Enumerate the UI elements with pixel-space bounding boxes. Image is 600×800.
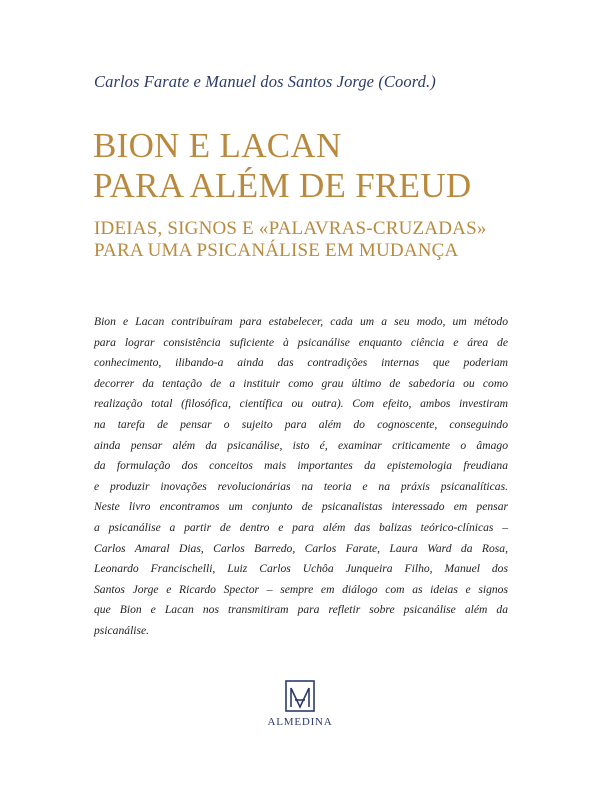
synopsis-line: da formulação dos conceitos mais importantes da epistemologia freudiana (94, 459, 508, 473)
synopsis-line: a psicanálise a partir de dentro e para além das balizas teórico-clínicas – (94, 520, 508, 534)
synopsis-line: ainda pensar além da psicanálise, isto é, examinar criticamente o âmago (94, 438, 508, 452)
synopsis-line: Carlos Amaral Dias, Carlos Barredo, Carlos Farate, Laura Ward da Rosa, (94, 541, 508, 555)
subtitle-line-1: IDEIAS, SIGNOS E «PALAVRAS-CRUZADAS» (94, 218, 487, 239)
book-title (93, 126, 472, 206)
synopsis-line: que Bion e Lacan nos transmitiram para refletir sobre psicanálise além da (94, 603, 508, 617)
synopsis-line: decorrer da tentação de a instituir como grau último de sabedoria ou como (94, 376, 508, 390)
synopsis-line: Bion e Lacan contribuíram para estabelecer, cada um a seu modo, um método (94, 315, 508, 328)
publisher-logo (266, 680, 334, 728)
book-subtitle (94, 218, 487, 262)
almedina-logo-icon (285, 680, 315, 712)
synopsis-line: Leonardo Francischelli, Luiz Carlos Uchôa Junqueira Filho, Manuel dos (94, 562, 508, 576)
synopsis-line: Neste livro encontramos um conjunto de psicanalistas interessado em pensar (94, 500, 508, 514)
synopsis-line: para lograr consistência suficiente à psicanálise enquanto ciência e área de (94, 335, 508, 349)
synopsis-line: realização total (filosófica, científica ou outra). Com efeito, ambos investiram (94, 397, 508, 411)
publisher-name: ALMEDINA (267, 716, 333, 728)
subtitle-line-2: PARA UMA PSICANÁLISE EM MUDANÇA (94, 240, 459, 261)
synopsis-line: conhecimento, ilibando-a ainda das contradições internas que poderiam (94, 356, 508, 370)
synopsis-line: e produzir inovações revolucionárias na teoria e na práxis psicanalíticas. (94, 479, 508, 493)
synopsis-line: psicanálise. (94, 623, 150, 637)
title-line-2: PARA ALÉM DE FREUD (93, 166, 472, 205)
synopsis-line: Santos Jorge e Ricardo Spector – sempre em diálogo com as ideias e signos (94, 582, 508, 596)
title-line-1: BION E LACAN (93, 126, 342, 165)
authors-line: Carlos Farate e Manuel dos Santos Jorge (Coord.) (94, 72, 436, 91)
synopsis-line: na tarefa de pensar o sujeito para além do cognoscente, conseguindo (94, 417, 508, 431)
synopsis-text (94, 312, 508, 642)
